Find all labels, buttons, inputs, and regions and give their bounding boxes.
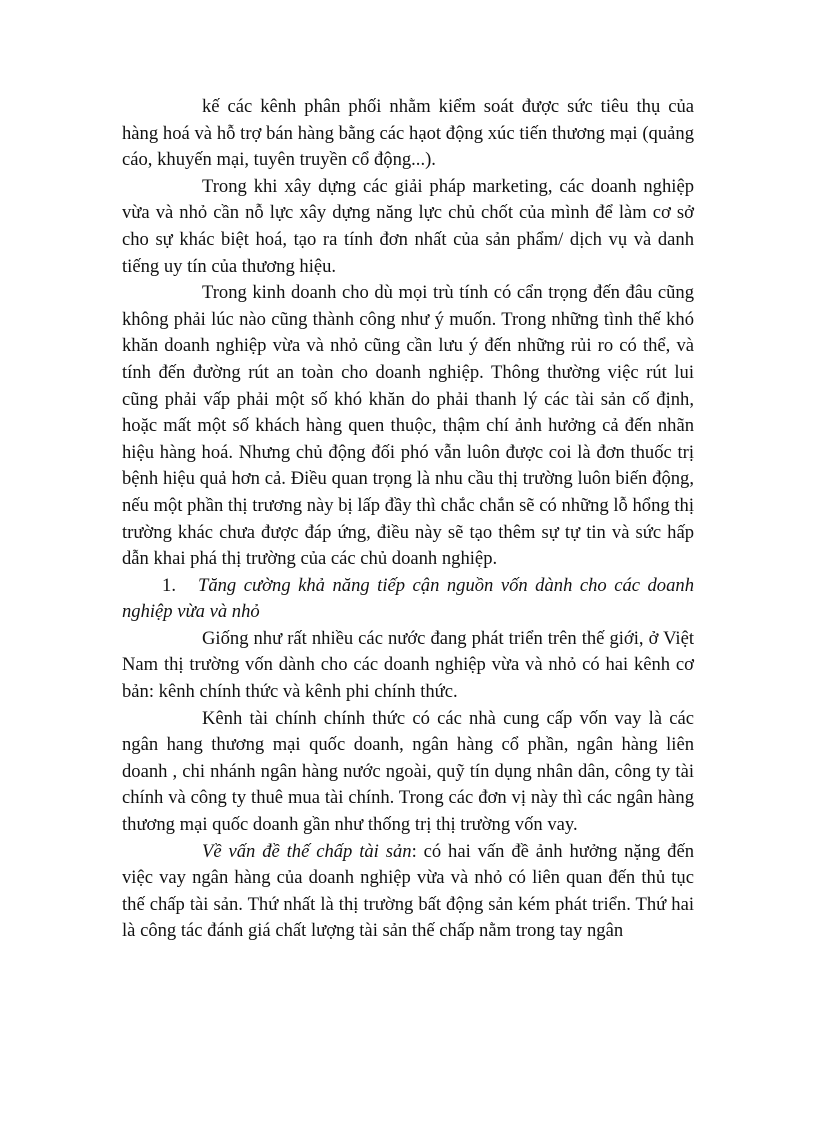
paragraph-formal-channel: Kênh tài chính chính thức có các nhà cung cấp vốn vay là các ngân hang thương mại quốc doanh, ngân hàng cổ phần, ngân hàng liên doanh , chi nhánh ngân hàng nước ngoài, quỹ tín dụng nhân dân, công ty tài chính và công ty thuê mua tài chính. Trong các đơn vị này thì các ngân hàng thương mại quốc doanh gần như thống trị thị trường vốn vay. bbox=[122, 707, 694, 836]
paragraph-capital-market: Giống như rất nhiều các nước đang phát triển trên thế giới, ở Việt Nam thị trường vốn dành cho các doanh nghiệp vừa và nhỏ có hai kênh cơ bản: kênh chính thức và kênh phi chính thức. bbox=[122, 627, 694, 703]
paragraph-marketing-channels: kế các kênh phân phối nhằm kiểm soát được sức tiêu thụ của hàng hoá và hỗ trợ bán hàng bằng các hạot động xúc tiến thương mại (quảng cáo, khuyến mại, tuyên truyền cổ động...). bbox=[122, 96, 694, 171]
paragraph-core-competence: Trong khi xây dựng các giải pháp marketing, các doanh nghiệp vừa và nhỏ cần nỗ lực xây dựng năng lực chủ chốt của mình để làm cơ sở cho sự khác biệt hoá, tạo ra tính đơn nhất của sản phẩm/ dịch vụ và danh tiếng uy tín của thương hiệu. bbox=[122, 175, 694, 277]
section-number: 1. bbox=[162, 574, 176, 596]
collateral-text: : có hai vấn đề ảnh hưởng nặng đến việc vay ngân hàng của doanh nghiệp vừa và nhỏ có liên quan đến thủ tục thế chấp tài sản. Thứ nhất là thị trường bất động sản kém phát triển. Thứ hai là công tác đánh giá chất lượng tài sản thế chấp nằm trong tay ngân bbox=[122, 840, 695, 942]
paragraph-risk-exit: Trong kinh doanh cho dù mọi trù tính có cẩn trọng đến đâu cũng không phải lúc nào cũng thành công như ý muốn. Trong những tình thế khó khăn doanh nghiệp vừa và nhỏ cũng cần lưu ý đến những rủi ro có thể, và tính đến đường rút an toàn cho doanh nghiệp. Thông thường việc rút lui cũng phải vấp phải một số khó khăn do phải thanh lý các tài sản cố định, hoặc mất một số khách hàng quen thuộc, thậm chí ảnh hưởng cả đến nhãn hiệu hàng hoá. Nhưng chủ động đối phó vẫn luôn được coi là đơn thuốc trị bệnh hiệu quả hơn cả. Điều quan trọng là nhu cầu thị trường luôn biến động, nếu một phần thị trương này bị lấp đầy thì chắc chắn sẽ có những lỗ hổng thị trường khác chưa được đáp ứng, điều này sẽ tạo thêm sự tự tin và sức hấp dẫn khai phá thị trường của các chủ doanh nghiệp. bbox=[122, 282, 694, 570]
collateral-lead: Về vấn đề thế chấp tài sản bbox=[202, 840, 412, 862]
section-title: Tăng cường khả năng tiếp cận nguồn vốn dành cho các doanh nghiệp vừa và nhỏ bbox=[122, 574, 694, 623]
section-heading bbox=[122, 573, 694, 626]
document-page bbox=[122, 94, 694, 945]
paragraph-collateral bbox=[122, 839, 694, 945]
